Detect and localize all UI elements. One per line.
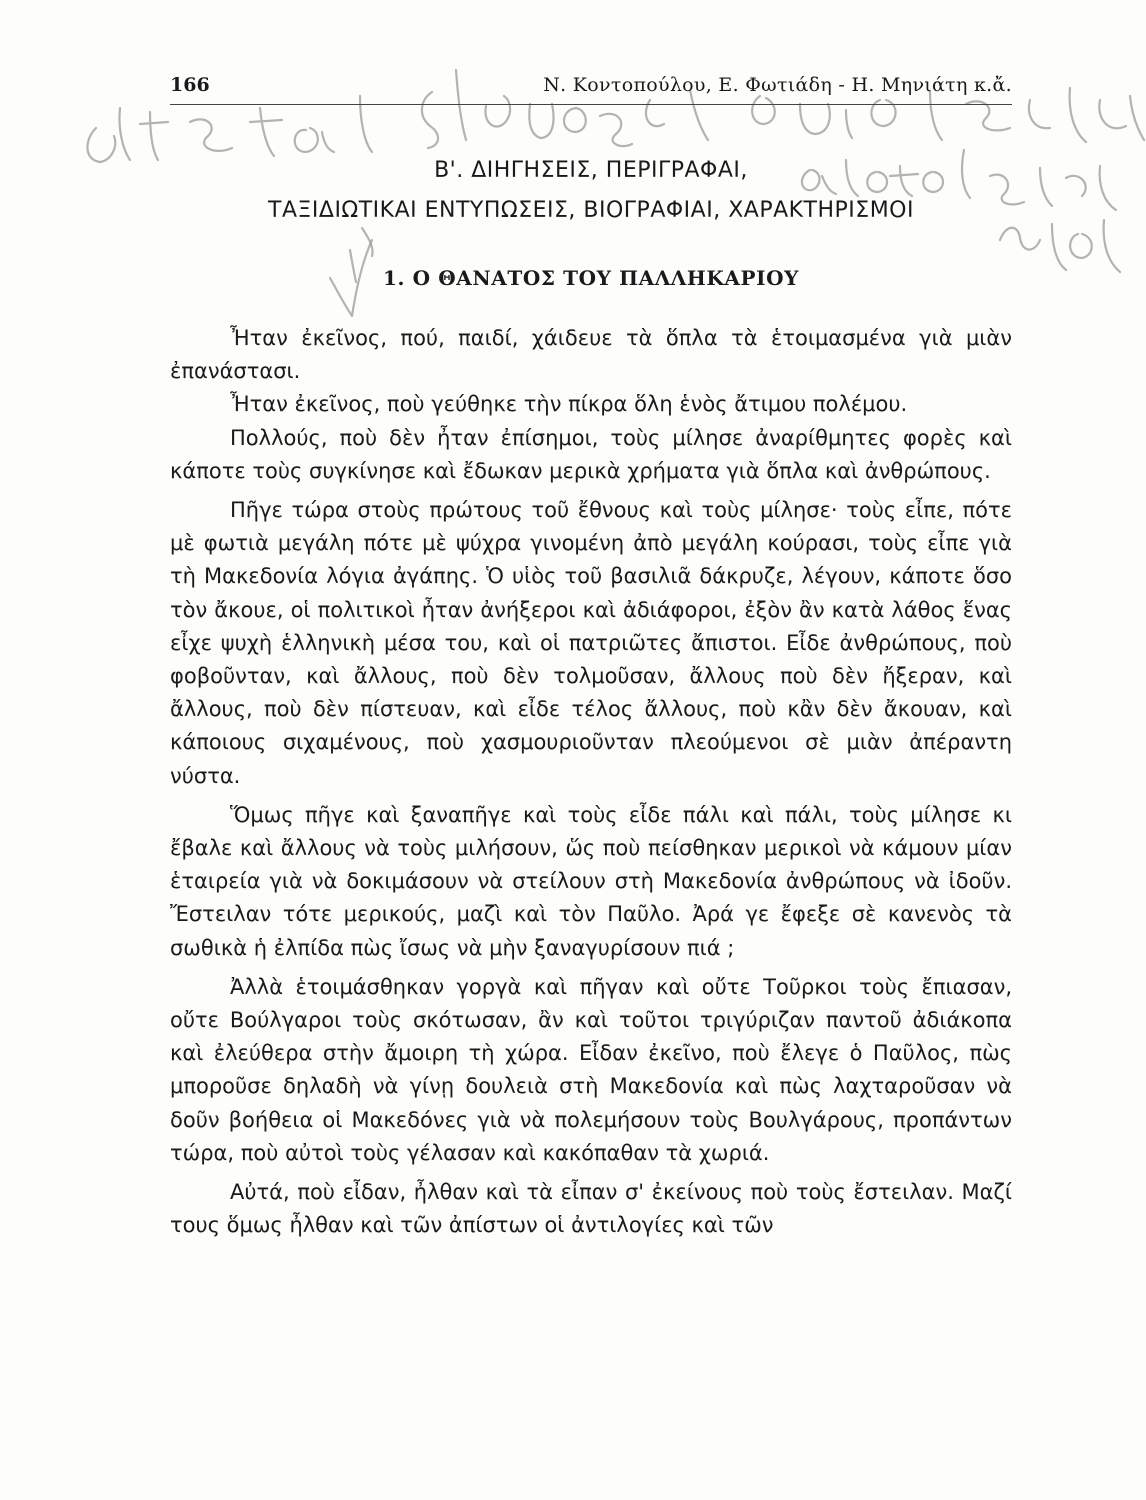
paragraph: Πῆγε τώρα στοὺς πρώτους τοῦ ἔθνους καὶ τοὺς μίλησε· τοὺς εἶπε, πότε μὲ φωτιὰ μεγάλη πότε μὲ ψύχρα γινομένη ἀπὸ μεγάλη κούρασι, τοὺς εἶπε γιὰ τὴ Μακεδονία λόγια ἀγάπης. Ὁ υἱὸς τοῦ βασιλιᾶ δάκρυζε, λέγουν, κάποτε ὅσο τὸν ἄκουε, οἱ πολιτικοὶ ἦταν ἀνήξεροι καὶ ἀδιάφοροι, ἐξὸν ἂν κατὰ λάθος ἕνας εἶχε ψυχὴ ἑλληνικὴ μέσα του, καὶ οἱ πατριῶτες ἄπιστοι. Εἶδε ἀνθρώπους, ποὺ φοβοῦνταν, καὶ ἄλλους, ποὺ δὲν τολμοῦσαν, ἄλλους ποὺ δὲν ἤξεραν, καὶ ἄλλους, ποὺ δὲν πίστευαν, καὶ εἶδε τέλος ἄλλους, ποὺ κἂν δὲν ἄκουαν, καὶ κάποιους σιχαμένους, ποὺ χασμουριοῦνταν πλεούμενοι σὲ μιὰν ἀπέραντη νύστα. bbox=[170, 498, 1012, 788]
paragraph: Αὐτά, ποὺ εἶδαν, ἦλθαν καὶ τὰ εἶπαν σ' ἐκείνους ποὺ τοὺς ἔστειλαν. Μαζί τους ὅμως ἦλθαν καὶ τῶν ἀπίστων οἱ ἀντιλογίες καὶ τῶν bbox=[170, 1180, 1012, 1238]
body-text bbox=[170, 322, 1012, 1248]
story-title: 1. Ο ΘΑΝΑΤΟΣ ΤΟΥ ΠΑΛΛΗΚΑΡΙΟΥ bbox=[382, 266, 800, 290]
paragraph: Ἦταν ἐκεῖνος, πού, παιδί, χάιδευε τὰ ὅπλα τὰ ἑτοιμασμένα γιὰ μιὰν ἐπανάστασι. bbox=[170, 326, 1012, 384]
section-heading-line1: Β'. ΔΙΗΓΗΣΕΙΣ, ΠΕΡΙΓΡΑΦΑΙ, bbox=[434, 158, 748, 183]
section-heading-line2: ΤΑΞΙΔΙΩΤΙΚΑΙ ΕΝΤΥΠΩΣΕΙΣ, ΒΙΟΓΡΑΦΙΑΙ, ΧΑΡΑΚΤΗΡΙΣΜΟΙ bbox=[268, 198, 914, 223]
paragraph: Πολλούς, ποὺ δὲν ἦταν ἐπίσημοι, τοὺς μίλησε ἀναρίθμητες φορὲς καὶ κάποτε τοὺς συγκίνησε καὶ ἔδωκαν μερικὰ χρήματα γιὰ ὅπλα καὶ ἀνθρώπους. bbox=[170, 425, 1012, 483]
running-header bbox=[170, 74, 1012, 105]
paragraph: Ὅμως πῆγε καὶ ξαναπῆγε καὶ τοὺς εἶδε πάλι καὶ πάλι, τοὺς μίλησε κι ἔβαλε καὶ ἄλλους νὰ τοὺς μιλήσουν, ὥς ποὺ πείσθηκαν μερικοὶ νὰ κάμουν μίαν ἑταιρεία γιὰ νὰ δοκιμάσουν νὰ στείλουν στὴ Μακεδονία ἀνθρώπους νὰ ἰδοῦν. Ἔστειλαν τότε μερικούς, μαζὶ καὶ τὸν Παῦλο. Ἀρά γε ἔφεξε σὲ κανενὸς τὰ σωθικὰ ἡ ἐλπίδα πὼς ἴσως νὰ μὴν ξαναγυρίσουν πιά ; bbox=[170, 802, 1012, 960]
paragraph: Ἀλλὰ ἑτοιμάσθηκαν γοργὰ καὶ πῆγαν καὶ οὔτε Τοῦρκοι τοὺς ἔπιασαν, οὔτε Βούλγαροι τοὺς σκότωσαν, ἂν καὶ τοῦτοι τριγύριζαν παντοῦ ἀδιάκοπα καὶ ἐλεύθερα στὴν ἄμοιρη τὴ χώρα. Εἶδαν ἐκεῖνο, ποὺ ἔλεγε ὁ Παῦλος, πὼς μποροῦσε δηλαδὴ νὰ γίνῃ δουλειὰ στὴ Μακεδονία καὶ πὼς λαχταροῦσαν νὰ δοῦν βοήθεια οἱ Μακεδόνες γιὰ νὰ πολεμήσουν τοὺς Βουλγάρους, προπάντων τώρα, ποὺ αὐτοὶ τοὺς γέλασαν καὶ κακόπαθαν τὰ χωριά. bbox=[170, 974, 1012, 1165]
running-head: Ν. Κοντοπούλου, Ε. Φωτιάδη - Η. Μηνιάτη κ.ἄ. bbox=[543, 74, 1012, 96]
page-number: 166 bbox=[170, 74, 210, 96]
paragraph: Ἦταν ἐκεῖνος, ποὺ γεύθηκε τὴν πίκρα ὅλη ἑνὸς ἄτιμου πολέμου. bbox=[230, 392, 908, 417]
